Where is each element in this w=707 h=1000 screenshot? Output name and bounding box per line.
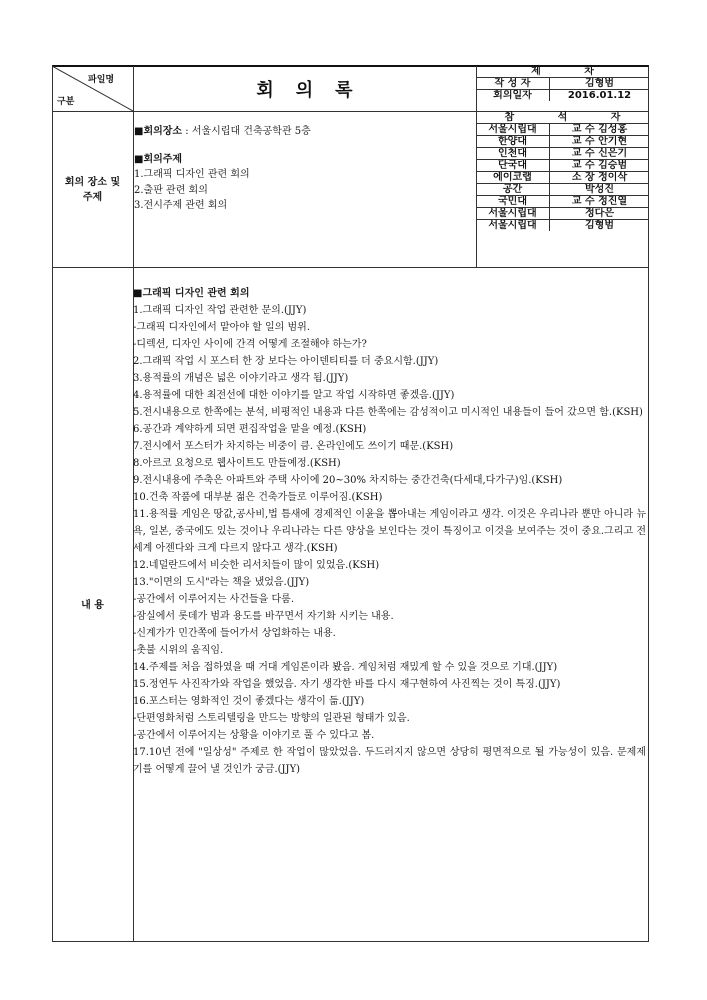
content-item: 11.용적률 게임은 땅값,공사비,법 틈새에 경제적인 이윤을 뽑아내는 게임이라고 생각. 이것은 우리나라 뿐만 아니라 뉴욕, 일본, 중국에도 있는 것이나 우리나라는 다른 양상을 보인다는 것이 특징이고 이것을 보여주는 것이 중요.그리고 전세계 아젠다와 크게 다르지 않다고 생각.(KSH) [133,509,646,554]
content-item: 8.아르코 요청으로 웹사이트도 만들예정.(KSH) [133,458,341,469]
meeting-place [134,124,474,140]
attendee-row [476,124,649,136]
content-item: -그래픽 디자인에서 맡아야 할 일의 범위. [133,322,311,333]
attendee-org: 인천대 [476,148,550,159]
attendee-org: 한양대 [476,136,550,147]
attendee-person: 교 수 김승범 [571,160,628,171]
date-label: 회의일자 [476,90,550,101]
content-item: 4.용적률에 대한 최전선에 대한 이야기를 알고 작업 시작하면 좋겠음.(JJY) [133,390,455,401]
attendee-person: 박성진 [585,184,614,195]
attendee-org: 에이코랩 [476,172,550,183]
content-item: 2.그래픽 작업 시 포스터 한 장 보다는 아이덴티티를 더 중요시함.(JJY) [133,356,439,367]
content-item: 17.10년 전에 "일상성" 주제로 한 작업이 많았었음. 두드러지지 않으면 상당히 평면적으로 될 가능성이 있음. 문제제기를 어떻게 끌어 낼 것인가 궁금.(JJY) [133,747,646,775]
place-topic-label [52,112,133,267]
attendee-row [476,220,649,231]
attendee-row [476,196,649,208]
place-topic-label-line2: 주제 [82,191,103,203]
corner-category-label: 구분 [57,97,75,107]
attendees-label: 참 석 자 [504,112,641,123]
attendee-org: 공간 [476,184,550,195]
attendee-org: 서울시립대 [476,220,550,231]
meeting-topic-heading: ■회의주제 [134,153,183,165]
author-row [476,78,649,90]
content-item: 9.전시내용에 주축은 아파트와 주택 사이에 20~30% 차지하는 중간건축(다세대,다가구)임.(KSH) [133,475,563,486]
meeting-place-heading: ■회의장소 [134,126,183,137]
date-value: 2016.01.12 [567,90,632,101]
meeting-topic-item: 2.출판 관련 회의 [134,184,208,196]
content-item: 5.전시내용으로 한쪽에는 분석, 비평적인 내용과 다른 한쪽에는 감성적이고 미시적인 내용들이 들어 갔으면 함.(KSH) [133,407,643,418]
attendee-row [476,136,649,148]
content-item: -공간에서 이루어지는 사건들을 다룸. [133,594,294,605]
meeting-place-value: : 서울시립대 건축공학관 5층 [182,126,311,137]
attendees-header-row [476,112,649,124]
meeting-topic-item: 1.그래픽 디자인 관련 회의 [134,169,250,180]
attendee-org: 단국대 [476,160,550,171]
attendee-person: 교 수 김성홍 [571,124,628,135]
author-value: 김형범 [585,78,614,89]
attendee-org: 국민대 [476,196,550,207]
corner-file-name-label: 파일명 [88,75,115,85]
content-item: -신계가가 민간쪽에 들어가서 상업화하는 내용. [133,628,336,639]
content-item: 1.그래픽 디자인 작업 관련한 문의.(JJY) [133,305,307,316]
row-divider-place [52,267,649,268]
attendee-org: 서울시립대 [476,124,550,135]
place-topic-body [134,124,474,214]
order-row [476,66,649,78]
content-item: 13."이면의 도시"라는 책을 냈었음.(JJY) [133,577,310,588]
content-item: 10.건축 작품에 대부분 젊은 건축가들로 이루어짐.(KSH) [133,492,383,503]
place-topic-label-line1: 회의 장소 및 [64,176,121,188]
content-label: 내 용 [81,599,104,611]
date-row [476,90,649,101]
header-info-grid [476,66,649,101]
author-label: 작 성 자 [476,78,550,89]
content-item: 15.정연두 사진작가와 작업을 했었음. 자기 생각한 바를 다시 재구현하여 사진찍는 것이 특징.(JJY) [133,679,561,690]
attendee-org: 서울시립대 [476,208,550,219]
order-label: 제 차 [531,66,614,77]
content-item: -단편영화처럼 스토리텔링을 만드는 방향의 일관된 형태가 있음. [133,713,410,724]
attendee-row [476,208,649,220]
attendee-row [476,172,649,184]
attendee-row [476,148,649,160]
attendee-person: 김형범 [585,220,614,231]
content-item: 6.공간과 계약하게 되면 편집작업을 맡을 예정.(KSH) [133,424,367,435]
attendee-row [476,160,649,172]
attendee-person: 교 수 안기현 [571,136,628,147]
content-item: 3.용적률의 개념은 넓은 이야기라고 생각 됨.(JJY) [133,373,349,384]
document-title: 회의록 [256,79,375,101]
attendee-person: 소 장 정이삭 [571,172,628,183]
attendee-row [476,184,649,196]
content-body [133,285,646,778]
content-item: 16.포스터는 영화적인 것이 좋겠다는 생각이 듦.(JJY) [133,696,365,707]
content-item: 14.주제를 처음 접하였을 때 거대 게임론이라 봤음. 게임처럼 재밌게 할 수 있을 것으로 기대.(JJY) [133,662,558,673]
content-item: -공간에서 이루어지는 상황을 이야기로 풀 수 있다고 봄. [133,730,375,741]
attendee-person: 교 수 신은기 [571,148,628,159]
content-item: -디렉션, 디자인 사이에 간격 어떻게 조절해야 하는가? [133,339,367,350]
content-item: -촛불 시위의 움직임. [133,645,224,656]
meeting-topic-item: 3.전시주제 관련 회의 [134,200,228,211]
content-item: 7.전시에서 포스터가 차지하는 비중이 큼. 온라인에도 쓰이기 때문.(KSH) [133,441,454,452]
attendee-person: 교 수 정진열 [571,196,628,207]
attendees-grid [476,112,649,231]
content-heading: ■그래픽 디자인 관련 회의 [133,288,250,299]
attendee-person: 정다은 [585,208,614,219]
content-item: -잠실에서 롯데가 범과 용도를 바꾸면서 자기화 시키는 내용. [133,611,394,622]
content-item: 12.네덜란드에서 비슷한 리서치들이 많이 있었음.(KSH) [133,560,380,571]
